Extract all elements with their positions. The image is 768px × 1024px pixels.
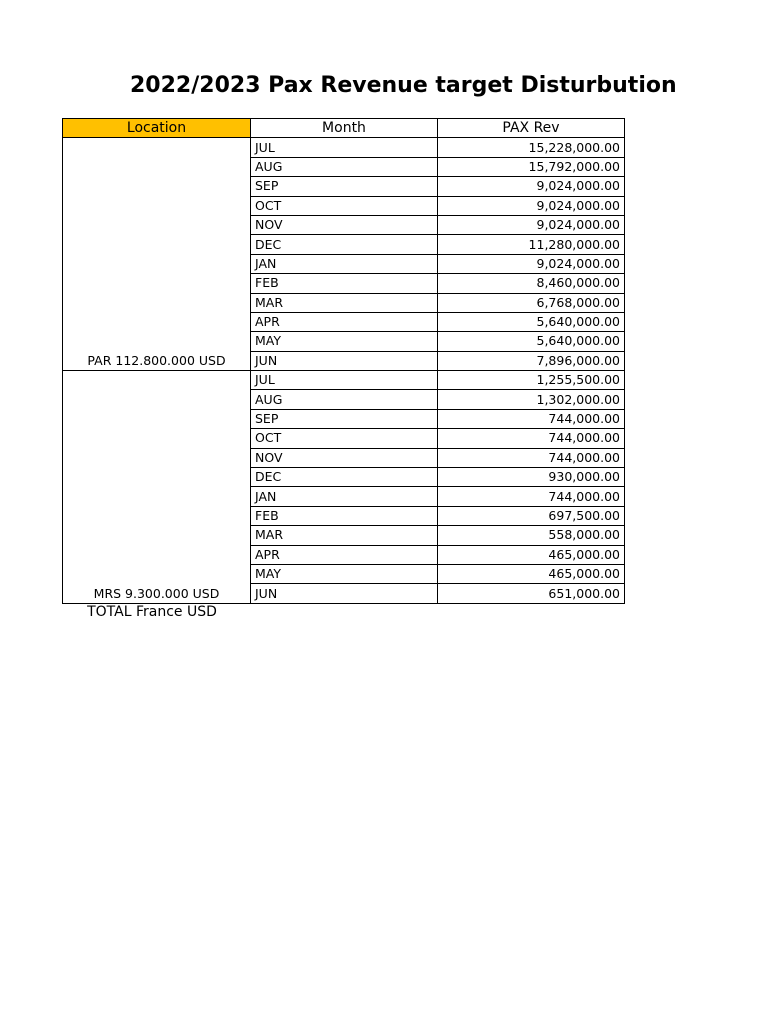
pax-rev-cell: 9,024,000.00 [438,254,625,273]
pax-rev-cell: 697,500.00 [438,506,625,525]
month-cell: DEC [251,235,438,254]
month-cell: OCT [251,196,438,215]
month-cell: MAY [251,332,438,351]
pax-rev-cell: 651,000.00 [438,584,625,603]
month-cell: DEC [251,468,438,487]
pax-rev-cell: 465,000.00 [438,564,625,583]
month-cell: OCT [251,429,438,448]
month-cell: FEB [251,274,438,293]
pax-rev-cell: 7,896,000.00 [438,351,625,370]
pax-rev-cell: 744,000.00 [438,448,625,467]
month-cell: JAN [251,487,438,506]
month-cell: MAY [251,564,438,583]
pax-rev-cell: 11,280,000.00 [438,235,625,254]
pax-rev-cell: 744,000.00 [438,429,625,448]
month-cell: NOV [251,448,438,467]
month-cell: JUL [251,138,438,157]
header-pax-rev: PAX Rev [438,119,625,138]
pax-rev-cell: 744,000.00 [438,487,625,506]
header-row [63,119,625,138]
pax-rev-cell: 15,228,000.00 [438,138,625,157]
month-cell: MAR [251,526,438,545]
pax-rev-cell: 9,024,000.00 [438,177,625,196]
month-cell: NOV [251,215,438,234]
title-container [120,68,677,104]
total-label: TOTAL France USD [87,604,217,620]
page-title: 2022/2023 Pax Revenue target Disturbution [130,73,677,98]
pax-rev-cell: 5,640,000.00 [438,332,625,351]
pax-rev-cell: 1,302,000.00 [438,390,625,409]
pax-rev-cell: 9,024,000.00 [438,215,625,234]
location-cell: PAR 112.800.000 USD [63,138,251,371]
month-cell: APR [251,312,438,331]
month-cell: SEP [251,177,438,196]
pax-rev-cell: 8,460,000.00 [438,274,625,293]
pax-rev-cell: 465,000.00 [438,545,625,564]
month-cell: JUL [251,371,438,390]
month-cell: AUG [251,390,438,409]
pax-rev-cell: 15,792,000.00 [438,157,625,176]
pax-rev-cell: 5,640,000.00 [438,312,625,331]
month-cell: JUN [251,584,438,603]
pax-rev-cell: 1,255,500.00 [438,371,625,390]
month-cell: JUN [251,351,438,370]
location-cell: MRS 9.300.000 USD [63,371,251,604]
month-cell: AUG [251,157,438,176]
month-cell: JAN [251,254,438,273]
pax-rev-cell: 558,000.00 [438,526,625,545]
pax-rev-cell: 744,000.00 [438,409,625,428]
table-body [63,138,625,603]
month-cell: FEB [251,506,438,525]
revenue-table [62,118,625,604]
header-location: Location [63,119,251,138]
pax-rev-cell: 9,024,000.00 [438,196,625,215]
header-month: Month [251,119,438,138]
table-row [63,371,625,390]
pax-rev-cell: 930,000.00 [438,468,625,487]
month-cell: APR [251,545,438,564]
month-cell: SEP [251,409,438,428]
month-cell: MAR [251,293,438,312]
pax-rev-cell: 6,768,000.00 [438,293,625,312]
table-row [63,138,625,157]
